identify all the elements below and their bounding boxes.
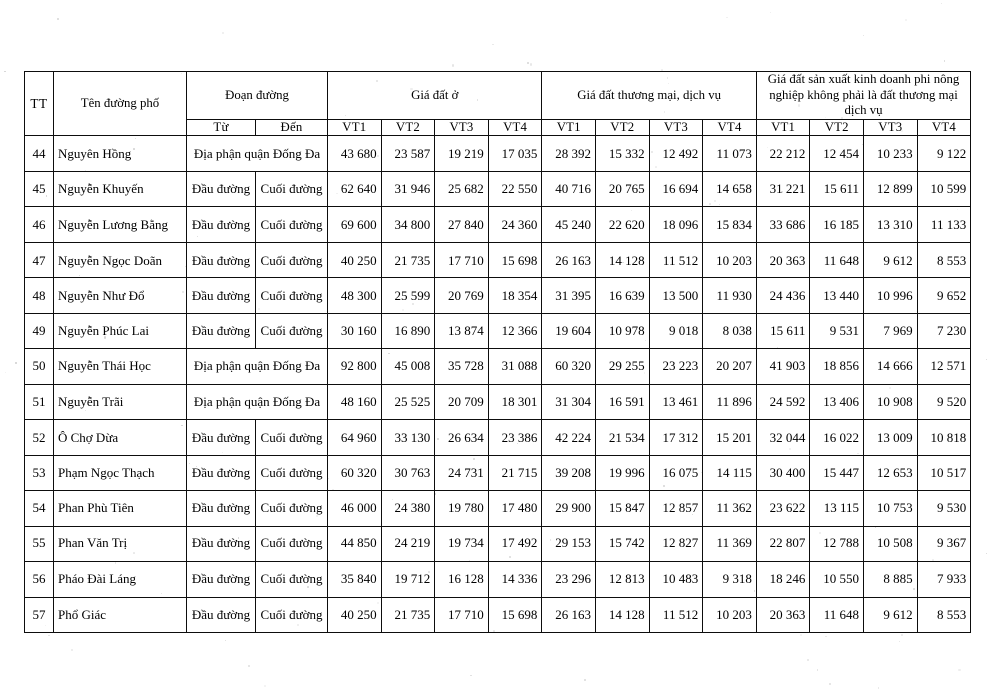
cell-tt: 48 <box>25 278 54 313</box>
cell-commercial-vt1: 31 395 <box>542 278 596 313</box>
cell-residential-vt3: 19 219 <box>435 136 489 171</box>
cell-segment-from: Đầu đường <box>187 278 256 313</box>
cell-production-vt2: 13 406 <box>810 384 864 419</box>
cell-segment-to: Cuối đường <box>256 455 328 490</box>
cell-residential-vt2: 24 380 <box>381 491 435 526</box>
cell-residential-vt4: 15 698 <box>488 243 542 278</box>
cell-commercial-vt2: 16 591 <box>596 384 650 419</box>
cell-segment-from: Đầu đường <box>187 243 256 278</box>
scan-speck <box>492 44 494 46</box>
cell-commercial-vt4: 15 201 <box>703 420 757 455</box>
cell-commercial-vt4: 9 318 <box>703 562 757 597</box>
cell-residential-vt2: 25 599 <box>381 278 435 313</box>
scan-speck <box>48 635 49 636</box>
header-res-vt3: VT3 <box>435 119 489 136</box>
cell-residential-vt4: 21 715 <box>488 455 542 490</box>
header-segment: Đoạn đường <box>187 72 328 120</box>
cell-residential-vt2: 21 735 <box>381 243 435 278</box>
cell-residential-vt3: 16 128 <box>435 562 489 597</box>
cell-residential-vt1: 62 640 <box>328 171 382 206</box>
cell-commercial-vt2: 14 128 <box>596 243 650 278</box>
scan-speck <box>901 634 903 636</box>
cell-commercial-vt3: 10 483 <box>649 562 703 597</box>
cell-production-vt4: 9 530 <box>917 491 971 526</box>
cell-commercial-vt1: 29 900 <box>542 491 596 526</box>
cell-residential-vt4: 23 386 <box>488 420 542 455</box>
cell-commercial-vt3: 13 500 <box>649 278 703 313</box>
table-row <box>25 242 971 277</box>
cell-commercial-vt4: 11 362 <box>703 491 757 526</box>
header-prod-vt3: VT3 <box>864 119 918 136</box>
cell-commercial-vt3: 11 512 <box>649 243 703 278</box>
cell-commercial-vt2: 10 978 <box>596 313 650 348</box>
cell-commercial-vt1: 45 240 <box>542 207 596 242</box>
cell-commercial-vt3: 12 492 <box>649 136 703 171</box>
cell-commercial-vt2: 14 128 <box>596 597 650 632</box>
cell-segment-full: Địa phận quận Đống Đa <box>187 384 328 419</box>
cell-segment-to: Cuối đường <box>256 171 328 206</box>
cell-segment-to: Cuối đường <box>256 420 328 455</box>
cell-residential-vt2: 24 219 <box>381 526 435 561</box>
cell-commercial-vt2: 15 847 <box>596 491 650 526</box>
land-price-table <box>24 71 971 633</box>
scan-speck <box>264 685 266 687</box>
cell-commercial-vt3: 12 827 <box>649 526 703 561</box>
cell-production-vt4: 9 520 <box>917 384 971 419</box>
scan-speck <box>958 669 960 671</box>
cell-residential-vt4: 18 301 <box>488 384 542 419</box>
cell-production-vt4: 9 367 <box>917 526 971 561</box>
cell-production-vt3: 14 666 <box>864 348 918 383</box>
header-res-vt1: VT1 <box>328 119 382 136</box>
header-com-vt3: VT3 <box>649 119 703 136</box>
cell-production-vt4: 10 517 <box>917 455 971 490</box>
cell-commercial-vt3: 23 223 <box>649 348 703 383</box>
header-com-vt1: VT1 <box>542 119 596 136</box>
cell-residential-vt4: 24 360 <box>488 207 542 242</box>
cell-residential-vt3: 13 874 <box>435 313 489 348</box>
cell-production-vt4: 8 553 <box>917 597 971 632</box>
cell-tt: 52 <box>25 420 54 455</box>
scan-speck <box>986 553 987 554</box>
cell-tt: 55 <box>25 526 54 561</box>
cell-residential-vt1: 60 320 <box>328 455 382 490</box>
cell-production-vt4: 11 133 <box>917 207 971 242</box>
cell-residential-vt3: 35 728 <box>435 348 489 383</box>
header-res-vt2: VT2 <box>381 119 435 136</box>
scan-speck <box>71 649 73 651</box>
cell-residential-vt2: 31 946 <box>381 171 435 206</box>
table-header <box>25 72 971 136</box>
cell-residential-vt2: 16 890 <box>381 313 435 348</box>
cell-street-name: Nguyễn Thái Học <box>54 348 187 383</box>
cell-production-vt1: 24 592 <box>756 384 810 419</box>
header-com-vt2: VT2 <box>596 119 650 136</box>
cell-production-vt4: 9 652 <box>917 278 971 313</box>
cell-commercial-vt3: 16 694 <box>649 171 703 206</box>
cell-residential-vt1: 35 840 <box>328 562 382 597</box>
scan-speck <box>584 679 586 681</box>
cell-commercial-vt3: 18 096 <box>649 207 703 242</box>
table-row <box>25 455 971 490</box>
cell-segment-to: Cuối đường <box>256 491 328 526</box>
cell-residential-vt1: 43 680 <box>328 136 382 171</box>
cell-commercial-vt4: 14 115 <box>703 455 757 490</box>
cell-segment-to: Cuối đường <box>256 278 328 313</box>
cell-commercial-vt1: 60 320 <box>542 348 596 383</box>
cell-residential-vt2: 25 525 <box>381 384 435 419</box>
cell-tt: 51 <box>25 384 54 419</box>
cell-commercial-vt2: 19 996 <box>596 455 650 490</box>
cell-street-name: Nguyễn Khuyến <box>54 171 187 206</box>
cell-tt: 53 <box>25 455 54 490</box>
cell-segment-to: Cuối đường <box>256 313 328 348</box>
table-row <box>25 207 971 242</box>
cell-residential-vt2: 33 130 <box>381 420 435 455</box>
cell-production-vt3: 9 612 <box>864 597 918 632</box>
cell-street-name: Ô Chợ Dừa <box>54 420 187 455</box>
cell-production-vt1: 30 400 <box>756 455 810 490</box>
cell-tt: 49 <box>25 313 54 348</box>
cell-production-vt3: 9 612 <box>864 243 918 278</box>
cell-residential-vt1: 92 800 <box>328 348 382 383</box>
cell-street-name: Nguyễn Lương Bằng <box>54 207 187 242</box>
scan-speck <box>944 60 946 62</box>
cell-commercial-vt2: 12 813 <box>596 562 650 597</box>
table-row <box>25 349 971 384</box>
cell-residential-vt3: 27 840 <box>435 207 489 242</box>
cell-tt: 54 <box>25 491 54 526</box>
cell-production-vt3: 8 885 <box>864 562 918 597</box>
cell-production-vt2: 18 856 <box>810 348 864 383</box>
cell-commercial-vt1: 28 392 <box>542 136 596 171</box>
cell-street-name: Nguyên Hồng <box>54 136 187 171</box>
cell-production-vt4: 9 122 <box>917 136 971 171</box>
scan-speck <box>225 640 226 641</box>
cell-residential-vt4: 17 492 <box>488 526 542 561</box>
cell-production-vt2: 12 454 <box>810 136 864 171</box>
header-street-name: Tên đường phố <box>54 72 187 136</box>
scan-speck <box>807 659 809 661</box>
cell-residential-vt1: 46 000 <box>328 491 382 526</box>
scan-speck <box>941 3 942 4</box>
cell-commercial-vt3: 13 461 <box>649 384 703 419</box>
cell-commercial-vt4: 11 073 <box>703 136 757 171</box>
cell-commercial-vt1: 40 716 <box>542 171 596 206</box>
cell-tt: 50 <box>25 348 54 383</box>
cell-commercial-vt2: 15 742 <box>596 526 650 561</box>
scan-speck <box>986 359 987 360</box>
cell-production-vt2: 10 550 <box>810 562 864 597</box>
cell-street-name: Nguyễn Trãi <box>54 384 187 419</box>
cell-segment-from: Đầu đường <box>187 313 256 348</box>
table-row <box>25 562 971 597</box>
cell-tt: 57 <box>25 597 54 632</box>
cell-production-vt4: 10 599 <box>917 171 971 206</box>
cell-residential-vt2: 21 735 <box>381 597 435 632</box>
scan-speck <box>222 32 224 34</box>
cell-residential-vt4: 22 550 <box>488 171 542 206</box>
cell-residential-vt4: 31 088 <box>488 348 542 383</box>
cell-segment-full: Địa phận quận Đống Đa <box>187 136 328 171</box>
cell-commercial-vt3: 16 075 <box>649 455 703 490</box>
cell-production-vt2: 15 611 <box>810 171 864 206</box>
header-group-residential: Giá đất ở <box>328 72 542 120</box>
scan-speck <box>878 687 880 689</box>
cell-residential-vt4: 14 336 <box>488 562 542 597</box>
cell-production-vt2: 11 648 <box>810 243 864 278</box>
cell-production-vt1: 18 246 <box>756 562 810 597</box>
cell-segment-full: Địa phận quận Đống Đa <box>187 348 328 383</box>
scan-speck <box>452 64 454 66</box>
cell-segment-from: Đầu đường <box>187 207 256 242</box>
cell-residential-vt1: 44 850 <box>328 526 382 561</box>
scan-speck <box>770 12 771 13</box>
cell-production-vt3: 10 508 <box>864 526 918 561</box>
cell-street-name: Pháo Đài Láng <box>54 562 187 597</box>
cell-production-vt1: 32 044 <box>756 420 810 455</box>
scan-speck <box>57 18 59 20</box>
cell-commercial-vt4: 10 203 <box>703 243 757 278</box>
cell-residential-vt2: 45 008 <box>381 348 435 383</box>
cell-tt: 56 <box>25 562 54 597</box>
cell-production-vt4: 7 230 <box>917 313 971 348</box>
scan-speck <box>527 62 529 64</box>
cell-commercial-vt4: 14 658 <box>703 171 757 206</box>
cell-production-vt2: 12 788 <box>810 526 864 561</box>
cell-production-vt3: 12 653 <box>864 455 918 490</box>
table-row <box>25 420 971 455</box>
scan-speck <box>530 63 532 65</box>
header-tt: TT <box>25 72 54 136</box>
cell-residential-vt2: 34 800 <box>381 207 435 242</box>
cell-residential-vt3: 24 731 <box>435 455 489 490</box>
cell-segment-from: Đầu đường <box>187 597 256 632</box>
scan-speck <box>4 71 5 72</box>
cell-street-name: Phan Phù Tiên <box>54 491 187 526</box>
cell-production-vt3: 10 753 <box>864 491 918 526</box>
scan-speck <box>5 372 6 373</box>
header-prod-vt4: VT4 <box>917 119 971 136</box>
cell-production-vt2: 16 185 <box>810 207 864 242</box>
cell-street-name: Phổ Giác <box>54 597 187 632</box>
cell-production-vt3: 7 969 <box>864 313 918 348</box>
cell-commercial-vt1: 31 304 <box>542 384 596 419</box>
cell-residential-vt1: 48 300 <box>328 278 382 313</box>
cell-production-vt4: 12 571 <box>917 348 971 383</box>
header-group-commercial: Giá đất thương mại, dịch vụ <box>542 72 756 120</box>
cell-production-vt2: 11 648 <box>810 597 864 632</box>
cell-residential-vt3: 20 769 <box>435 278 489 313</box>
scan-speck <box>899 641 901 643</box>
cell-commercial-vt1: 26 163 <box>542 243 596 278</box>
cell-segment-from: Đầu đường <box>187 562 256 597</box>
cell-commercial-vt3: 17 312 <box>649 420 703 455</box>
cell-commercial-vt1: 23 296 <box>542 562 596 597</box>
cell-commercial-vt1: 19 604 <box>542 313 596 348</box>
header-row-groups <box>25 72 971 120</box>
cell-production-vt2: 13 440 <box>810 278 864 313</box>
cell-production-vt2: 13 115 <box>810 491 864 526</box>
cell-residential-vt4: 17 480 <box>488 491 542 526</box>
cell-segment-from: Đầu đường <box>187 526 256 561</box>
scan-speck <box>248 665 250 667</box>
cell-commercial-vt3: 11 512 <box>649 597 703 632</box>
cell-production-vt4: 10 818 <box>917 420 971 455</box>
header-group-production: Giá đất sản xuất kinh doanh phi nông nghiệp không phải là đất thương mại dịch vụ <box>756 72 970 120</box>
header-prod-vt1: VT1 <box>756 119 810 136</box>
cell-residential-vt3: 25 682 <box>435 171 489 206</box>
header-segment-to: Đến <box>256 119 328 136</box>
header-res-vt4: VT4 <box>488 119 542 136</box>
cell-production-vt3: 10 908 <box>864 384 918 419</box>
scan-speck <box>800 634 802 636</box>
cell-residential-vt3: 19 734 <box>435 526 489 561</box>
cell-commercial-vt4: 8 038 <box>703 313 757 348</box>
cell-commercial-vt4: 11 896 <box>703 384 757 419</box>
cell-commercial-vt4: 11 930 <box>703 278 757 313</box>
cell-segment-from: Đầu đường <box>187 455 256 490</box>
cell-production-vt1: 24 436 <box>756 278 810 313</box>
cell-segment-to: Cuối đường <box>256 526 328 561</box>
table-row <box>25 278 971 313</box>
table-body <box>25 136 971 633</box>
scan-speck <box>470 675 471 676</box>
cell-production-vt3: 13 009 <box>864 420 918 455</box>
cell-commercial-vt1: 26 163 <box>542 597 596 632</box>
land-price-table-container <box>24 71 967 633</box>
cell-production-vt1: 20 363 <box>756 597 810 632</box>
cell-street-name: Nguyễn Phúc Lai <box>54 313 187 348</box>
cell-production-vt3: 10 233 <box>864 136 918 171</box>
cell-residential-vt2: 30 763 <box>381 455 435 490</box>
cell-commercial-vt2: 29 255 <box>596 348 650 383</box>
cell-production-vt1: 22 807 <box>756 526 810 561</box>
cell-commercial-vt2: 22 620 <box>596 207 650 242</box>
cell-commercial-vt4: 15 834 <box>703 207 757 242</box>
scan-speck <box>15 362 16 363</box>
cell-residential-vt3: 17 710 <box>435 243 489 278</box>
table-row <box>25 313 971 348</box>
cell-commercial-vt3: 12 857 <box>649 491 703 526</box>
cell-segment-from: Đầu đường <box>187 171 256 206</box>
table-row <box>25 597 971 632</box>
cell-production-vt3: 13 310 <box>864 207 918 242</box>
header-com-vt4: VT4 <box>703 119 757 136</box>
cell-residential-vt3: 19 780 <box>435 491 489 526</box>
cell-segment-from: Đầu đường <box>187 491 256 526</box>
cell-residential-vt1: 40 250 <box>328 597 382 632</box>
cell-production-vt1: 20 363 <box>756 243 810 278</box>
cell-commercial-vt4: 11 369 <box>703 526 757 561</box>
cell-commercial-vt4: 20 207 <box>703 348 757 383</box>
cell-tt: 45 <box>25 171 54 206</box>
cell-street-name: Phan Văn Trị <box>54 526 187 561</box>
cell-commercial-vt1: 42 224 <box>542 420 596 455</box>
cell-production-vt1: 33 686 <box>756 207 810 242</box>
cell-production-vt1: 23 622 <box>756 491 810 526</box>
table-row <box>25 384 971 419</box>
header-segment-from: Từ <box>187 119 256 136</box>
cell-residential-vt4: 15 698 <box>488 597 542 632</box>
cell-production-vt3: 10 996 <box>864 278 918 313</box>
cell-production-vt4: 8 553 <box>917 243 971 278</box>
table-row <box>25 491 971 526</box>
scan-speck <box>863 35 865 37</box>
cell-production-vt2: 9 531 <box>810 313 864 348</box>
cell-street-name: Nguyễn Như Đổ <box>54 278 187 313</box>
cell-production-vt1: 31 221 <box>756 171 810 206</box>
cell-production-vt2: 16 022 <box>810 420 864 455</box>
scan-speck <box>726 17 728 19</box>
header-prod-vt2: VT2 <box>810 119 864 136</box>
cell-commercial-vt2: 16 639 <box>596 278 650 313</box>
cell-commercial-vt2: 21 534 <box>596 420 650 455</box>
cell-tt: 46 <box>25 207 54 242</box>
cell-segment-from: Đầu đường <box>187 420 256 455</box>
cell-production-vt4: 7 933 <box>917 562 971 597</box>
cell-residential-vt2: 19 712 <box>381 562 435 597</box>
cell-segment-to: Cuối đường <box>256 597 328 632</box>
cell-commercial-vt1: 29 153 <box>542 526 596 561</box>
cell-residential-vt4: 18 354 <box>488 278 542 313</box>
scan-speck <box>817 669 818 670</box>
cell-residential-vt1: 30 160 <box>328 313 382 348</box>
table-row <box>25 136 971 171</box>
cell-segment-to: Cuối đường <box>256 243 328 278</box>
cell-residential-vt1: 69 600 <box>328 207 382 242</box>
cell-production-vt1: 41 903 <box>756 348 810 383</box>
cell-residential-vt4: 12 366 <box>488 313 542 348</box>
cell-commercial-vt1: 39 208 <box>542 455 596 490</box>
cell-commercial-vt4: 10 203 <box>703 597 757 632</box>
cell-production-vt1: 15 611 <box>756 313 810 348</box>
table-row <box>25 171 971 206</box>
cell-residential-vt1: 48 160 <box>328 384 382 419</box>
cell-production-vt2: 15 447 <box>810 455 864 490</box>
cell-segment-to: Cuối đường <box>256 562 328 597</box>
cell-production-vt1: 22 212 <box>756 136 810 171</box>
cell-tt: 44 <box>25 136 54 171</box>
scan-speck <box>825 636 826 637</box>
cell-residential-vt4: 17 035 <box>488 136 542 171</box>
cell-residential-vt1: 64 960 <box>328 420 382 455</box>
cell-production-vt3: 12 899 <box>864 171 918 206</box>
scan-speck <box>829 683 831 685</box>
cell-residential-vt2: 23 587 <box>381 136 435 171</box>
cell-street-name: Nguyễn Ngọc Doãn <box>54 243 187 278</box>
scan-speck <box>905 19 907 21</box>
cell-street-name: Phạm Ngọc Thạch <box>54 455 187 490</box>
cell-tt: 47 <box>25 243 54 278</box>
cell-commercial-vt3: 9 018 <box>649 313 703 348</box>
table-row <box>25 526 971 561</box>
cell-commercial-vt2: 15 332 <box>596 136 650 171</box>
cell-residential-vt1: 40 250 <box>328 243 382 278</box>
cell-commercial-vt2: 20 765 <box>596 171 650 206</box>
cell-residential-vt3: 20 709 <box>435 384 489 419</box>
cell-segment-to: Cuối đường <box>256 207 328 242</box>
cell-residential-vt3: 26 634 <box>435 420 489 455</box>
cell-residential-vt3: 17 710 <box>435 597 489 632</box>
